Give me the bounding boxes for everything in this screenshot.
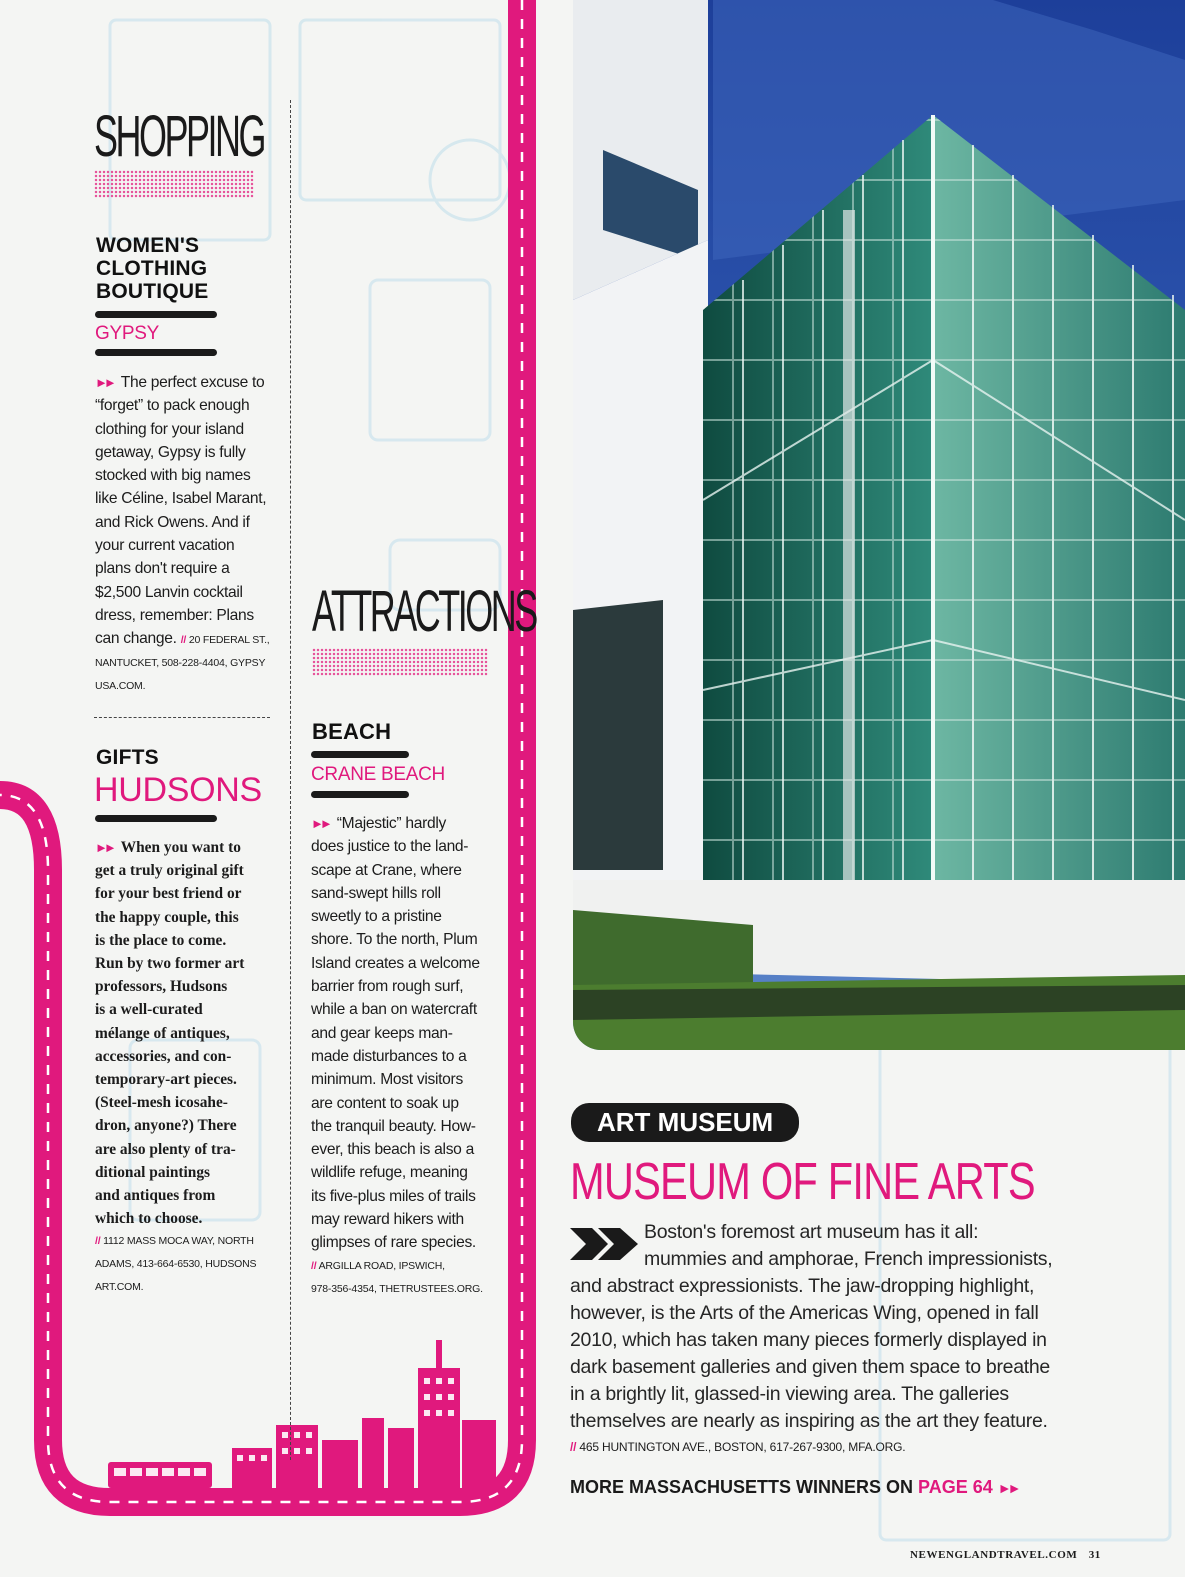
category-bar — [311, 751, 409, 758]
footer-site: NEWENGLANDTRAVEL.COM — [910, 1549, 1078, 1561]
text-line: mummies and amphorae, French impressionists, — [644, 1248, 1053, 1270]
category-line: BOUTIQUE — [96, 280, 209, 303]
text-line: Island creates a welcome — [311, 954, 480, 972]
text-line: getaway, Gypsy is fully — [95, 443, 246, 461]
arrow-icon: ►► — [997, 1480, 1018, 1496]
address-line: 465 HUNTINGTON AVE., BOSTON, 617-267-9300, MFA.ORG. — [579, 1440, 906, 1454]
mfa-description — [570, 1219, 1170, 1435]
arrow-icon: ►► — [311, 816, 329, 831]
text-line: made disturbances to a — [311, 1047, 467, 1065]
arrow-icon: ►► — [95, 840, 113, 855]
text-line: $2,500 Lanvin cocktail — [95, 583, 243, 601]
text-line: temporary-art pieces. — [95, 1071, 237, 1089]
text-line: themselves are nearly as inspiring as the art they feature. — [570, 1410, 1048, 1432]
address-line: 1112 MASS MOCA WAY, NORTH — [103, 1235, 254, 1247]
column-divider — [290, 100, 291, 1460]
text-line: the tranquil beauty. How- — [311, 1117, 476, 1135]
text-line: shore. To the north, Plum — [311, 931, 478, 949]
text-line: Boston's foremost art museum has it all: — [644, 1221, 979, 1243]
text-line: ditional paintings — [95, 1163, 211, 1181]
crane-beach-description — [311, 812, 496, 1301]
address-line: 978-356-4354, THETRUSTEES.ORG. — [311, 1282, 483, 1295]
text-line: The perfect excuse to — [120, 374, 265, 391]
text-line: are content to soak up — [311, 1094, 459, 1112]
text-line: and abstract expressionists. The jaw-dropping highlight, — [570, 1275, 1035, 1297]
text-line: and gear keeps man- — [311, 1024, 453, 1042]
slash-marker: // — [570, 1440, 577, 1454]
address-line: ADAMS, 413-664-6530, HUDSONS — [95, 1258, 257, 1270]
text-line: ever, this beach is also a — [311, 1141, 474, 1159]
slash-marker: // — [180, 634, 187, 647]
address-line: ART.COM. — [95, 1281, 144, 1293]
text-line: may reward hikers with — [311, 1211, 464, 1229]
text-line: which to choose. — [95, 1210, 203, 1228]
winner-name-crane-beach: CRANE BEACH — [311, 764, 445, 785]
text-line: Run by two former art — [95, 955, 245, 973]
text-line: 2010, which has taken many pieces formerly displayed in — [570, 1329, 1047, 1351]
womens-category — [96, 234, 208, 303]
attractions-dot-rule — [312, 648, 488, 676]
text-line: professors, Hudsons — [95, 978, 228, 996]
hudsons-address — [95, 1230, 280, 1299]
category-line: CLOTHING — [96, 257, 208, 280]
text-line: the happy couple, this — [95, 908, 239, 926]
address-line: ARGILLA ROAD, IPSWICH, — [318, 1259, 445, 1272]
gypsy-description — [95, 371, 280, 698]
more-winners-text: MORE MASSACHUSETTS WINNERS ON — [570, 1477, 914, 1497]
text-line: sand-swept hills roll — [311, 884, 441, 902]
text-line: plans don't require a — [95, 560, 230, 578]
slash-marker: // — [95, 1235, 101, 1247]
text-line: accessories, and con- — [95, 1047, 232, 1065]
hudsons-description — [95, 836, 280, 1230]
text-line: (Steel-mesh icosahe- — [95, 1094, 228, 1112]
text-line: can change. — [95, 630, 177, 648]
address-line: USA.COM. — [95, 680, 146, 693]
text-line: its five-plus miles of trails — [311, 1187, 476, 1205]
mfa-address — [570, 1436, 905, 1459]
art-museum-badge: ART MUSEUM — [571, 1103, 799, 1142]
museum-building-image — [573, 0, 1185, 1050]
text-line: sweetly to a pristine — [311, 908, 442, 926]
text-line: glimpses of rare species. — [311, 1234, 476, 1252]
text-line: dron, anyone?) There — [95, 1117, 237, 1135]
text-line: “Majestic” hardly — [336, 815, 447, 832]
text-line: and Rick Owens. And if — [95, 513, 250, 531]
winner-bar — [311, 791, 409, 798]
text-line: does justice to the land- — [311, 838, 469, 856]
category-line: WOMEN'S — [96, 234, 200, 257]
text-line: When you want to — [120, 839, 241, 856]
text-line: minimum. Most visitors — [311, 1071, 463, 1089]
more-winners-link[interactable] — [570, 1477, 1025, 1498]
pink-road-border — [0, 0, 573, 1577]
text-line: stocked with big names — [95, 467, 251, 485]
text-line: are also plenty of tra- — [95, 1140, 236, 1158]
text-line: however, is the Arts of the Americas Wing, opened in fall — [570, 1302, 1039, 1324]
category-bar — [95, 311, 217, 318]
winner-bar — [95, 349, 217, 356]
shopping-heading: SHOPPING — [94, 104, 264, 169]
text-line: in a brightly lit, glassed-in viewing area. The galleries — [570, 1383, 1009, 1405]
winner-name-hudsons: HUDSONS — [94, 771, 262, 809]
text-line: barrier from rough surf, — [311, 978, 464, 996]
text-line: like Céline, Isabel Marant, — [95, 490, 267, 508]
page-footer — [910, 1549, 1101, 1561]
text-line: “forget” to pack enough — [95, 397, 250, 415]
attractions-heading: ATTRACTIONS — [312, 579, 536, 644]
text-line: dark basement galleries and given them space to breathe — [570, 1356, 1050, 1378]
text-line: is a well-curated — [95, 1001, 203, 1019]
text-line: scape at Crane, where — [311, 861, 462, 879]
page-number: 31 — [1088, 1549, 1101, 1561]
address-line: 20 FEDERAL ST., — [188, 634, 270, 647]
page-link[interactable]: PAGE 64 — [918, 1477, 993, 1497]
museum-photo — [573, 0, 1185, 1050]
text-line: mélange of antiques, — [95, 1024, 230, 1042]
column-divider-horizontal — [94, 717, 270, 718]
text-line: get a truly original gift — [95, 862, 244, 880]
arrow-icon: ►► — [95, 375, 113, 390]
mfa-title: MUSEUM OF FINE ARTS — [570, 1153, 1035, 1211]
text-line: wildlife refuge, meaning — [311, 1164, 468, 1182]
address-line: NANTUCKET, 508-228-4404, GYPSY — [95, 657, 266, 670]
gifts-category: GIFTS — [96, 746, 159, 769]
text-line: and antiques from — [95, 1187, 216, 1205]
text-line: while a ban on watercraft — [311, 1001, 477, 1019]
text-line: is the place to come. — [95, 931, 227, 949]
beach-category: BEACH — [312, 719, 392, 744]
text-line: for your best friend or — [95, 885, 242, 903]
text-line: clothing for your island — [95, 420, 244, 438]
text-line: dress, remember: Plans — [95, 606, 254, 624]
slash-marker: // — [311, 1259, 317, 1272]
text-line: your current vacation — [95, 537, 235, 555]
shopping-dot-rule — [94, 170, 254, 198]
winner-bar — [95, 815, 217, 822]
winner-name-gypsy: GYPSY — [95, 323, 159, 344]
